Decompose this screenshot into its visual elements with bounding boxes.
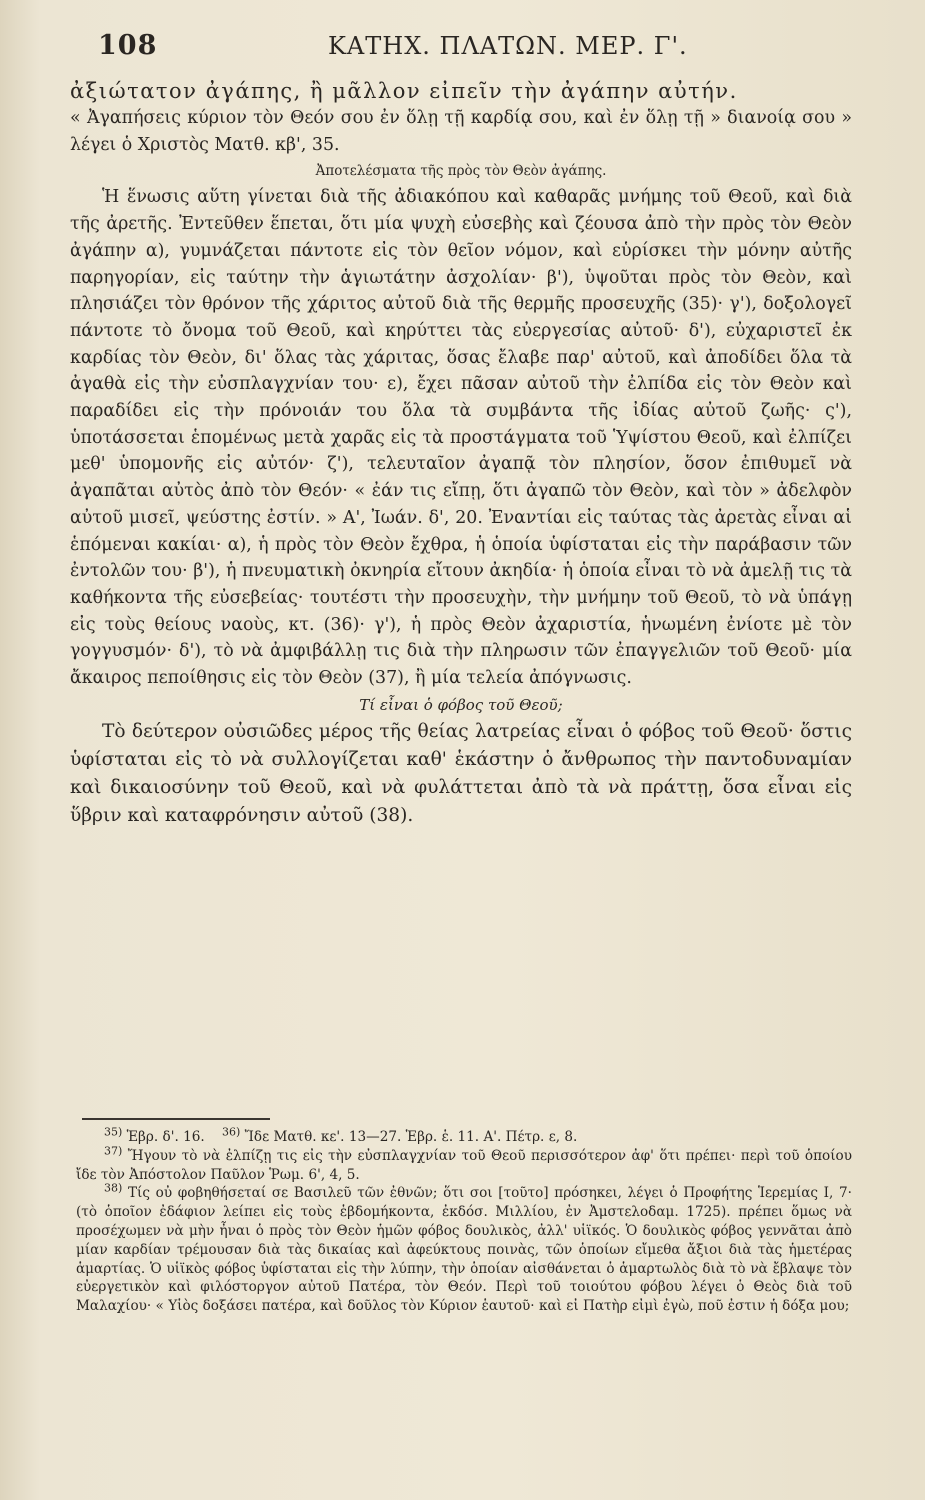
footnotes <box>76 1125 853 1316</box>
main-text <box>70 78 852 830</box>
paragraph-effects-of-love: Ἡ ἕνωσις αὕτη γίνεται διὰ τῆς ἀδιακόπου καὶ καθαρᾶς μνήμης τοῦ Θεοῦ, καὶ διὰ τῆς ἀρετῆς. Ἐντεῦθεν ἕπεται, ὅτι μία ψυχὴ εὐσεβὴς καὶ ζέουσα ἀπὸ τὴν πρὸς τὸν Θεὸν ἀγάπην α), γυμνάζεται πάντοτε εἰς τὸν θεῖον νόμον, καὶ εὑρίσκει τὴν μόνην αὐτῆς παρηγορίαν, εἰς ταύτην τὴν ἁγιωτάτην ἀσχολίαν· β'), ὑψοῦται πρὸς τὸν Θεὸν, καὶ πλησιάζει τὸν θρόνον τῆς χάριτος αὐτοῦ διὰ τῆς θερμῆς προσευχῆς (35)· γ'), δοξολογεῖ πάντοτε τὸ ὄνομα τοῦ Θεοῦ, καὶ κηρύττει τὰς εὐεργεσίας αὐτοῦ· δ'), εὐχαριστεῖ ἐκ καρδίας τὸν Θεὸν, δι' ὅλας τὰς χάριτας, ὅσας ἔλαβε παρ' αὐτοῦ, καὶ ἀποδίδει ὅλα τὰ ἀγαθὰ εἰς τὴν εὐσπλαγχνίαν του· ε), ἔχει πᾶσαν αὐτοῦ τὴν ἐλπίδα εἰς τὸν Θεὸν καὶ παραδίδει εἰς τὴν πρόνοιάν του ὅλα τὰ συμβάντα τῆς ἰδίας αὐτοῦ ζωῆς· ς'), ὑποτάσσεται ἑπομένως μετὰ χαρᾶς εἰς τὰ προστάγματα τοῦ Ὑψίστου Θεοῦ, καὶ ἐλπίζει μεθ' ὑπομονῆς εἰς αὐτόν· ζ'), τελευταῖον ἀγαπᾷ τὸν πλησίον, ὅσον ἐπιθυμεῖ νὰ ἀγαπᾶται αὐτὸς ἀπὸ τὸν Θεόν· « ἐάν τις εἴπῃ, ὅτι ἀγαπῶ τὸν Θεὸν, καὶ τὸν » ἀδελφὸν αὐτοῦ μισεῖ, ψεύστης ἐστίν. » Α', Ἰωάν. δ', 20. Ἐναντίαι εἰς ταύτας τὰς ἀρετὰς εἶναι αἱ ἑπόμεναι κακίαι· α), ἡ πρὸς τὸν Θεὸν ἔχθρα, ἡ ὁποία ὑφίσταται εἰς τὴν παράβασιν τῶν ἐντολῶν του· β'), ἡ πνευματικὴ ὀκνηρία εἴτουν ἀκηδία· ἡ ὁποία εἶναι τὸ νὰ ἀμελῇ τις τὰ καθήκοντα τῆς εὐσεβείας· τουτέστι τὴν προσευχὴν, τὴν μνήμην τοῦ Θεοῦ, τὸ νὰ ὑπάγῃ εἰς τοὺς θείους ναοὺς, κτ. (36)· γ'), ἡ πρὸς Θεὸν ἀχαριστία, ἡνωμένη ἐνίοτε μὲ τὸν γογγυσμόν· δ'), τὸ νὰ ἀμφιβάλλῃ τις διὰ τὴν πληρωσιν τῶν ἐπαγγελιῶν τοῦ Θεοῦ· μία ἄκαιρος πεποίθησις εἰς τὸν Θεὸν (37), ἢ μία τελεία ἀπόγνωσις. <box>70 187 852 689</box>
footnote-38-mark: 38) <box>104 1181 123 1195</box>
paragraph-fear-of-god: Τὸ δεύτερον οὐσιῶδες μέρος τῆς θείας λατρείας εἶναι ὁ φόβος τοῦ Θεοῦ· ὅστις ὑφίσταται εἰς τὸ νὰ συλλογίζεται καθ' ἑκάστην ὁ ἄνθρωπος τὴν παντοδυναμίαν καὶ δικαιοσύνην τοῦ Θεοῦ, καὶ νὰ φυλάττεται ἀπὸ τὰ νὰ πράττῃ, ὅσα εἶναι εἰς ὕβριν καὶ καταφρόνησιν αὐτοῦ (38). <box>70 720 852 826</box>
footnote-35-36 <box>76 1125 852 1147</box>
footnote-37-mark: 37) <box>104 1144 123 1158</box>
footnote-38-text: Τίς οὐ φοβηθήσεταί σε Βασιλεῦ τῶν ἐθνῶν; ὅτι σοι [τοῦτο] πρόσηκει, λέγει ὁ Προφήτης Ἱερεμίας Ι, 7· (τὸ ὁποῖον ἐδάφιον λείπει εἰς τοὺς ἑβδομήκοντα, ἐκδόσ. Μιλλίου, ἐν Ἀμστελοδαμ. 1725). πρέπει ὅμως νὰ προσέχωμεν νὰ μὴν ἦναι ὁ πρὸς τὸν Θεὸν ἡμῶν φόβος δουλικὸς, ἀλλ' υἱϊκός. Ὁ δουλικὸς φόβος γεννᾶται ἀπὸ μίαν καρδίαν τρέμουσαν διὰ τὰς δικαίας καὶ ἀφεύκτους ποινὰς, τῶν ὁποίων εἴμεθα ἄξιοι διὰ τὰς ἡμετέρας ἁμαρτίας. Ὁ υἱϊκὸς φόβος ὑφίσταται εἰς τὴν λύπην, τὴν ὁποίαν αἰσθάνεται ὁ ἁμαρτωλὸς διὰ τὸ νὰ ἔβλαψε τὸν εὐεργετικὸν καὶ φιλόστοργον αὐτοῦ Πατέρα, τὸν Θεόν. Περὶ τοῦ τοιούτου φόβου λέγει ὁ Θεὸς διὰ τοῦ Μαλαχίου· « Υἱὸς δοξάσει πατέρα, καὶ δοῦλος τὸν Κύριον ἑαυτοῦ· καὶ εἰ Πατὴρ εἰμὶ ἐγὼ, ποῦ ἐστιν ἡ δόξα μου; <box>76 1185 853 1315</box>
footnote-37 <box>76 1144 852 1185</box>
page-number: 108 <box>98 30 158 61</box>
opening-line: ἀξιώτατον ἀγάπης, ἢ μᾶλλον εἰπεῖν τὴν ἀγάπην αὐτήν. <box>70 79 738 103</box>
footnote-36-mark: 36) <box>222 1125 241 1139</box>
section-heading-fear-of-god: Τί εἶναι ὁ φόβος τοῦ Θεοῦ; <box>359 695 563 714</box>
section-heading-love-effects: Ἀποτελέσματα τῆς πρὸς τὸν Θεὸν ἀγάπης. <box>315 163 607 180</box>
footnote-37-text: Ἤγουν τὸ νὰ ἐλπίζῃ τις εἰς τὴν εὐσπλαγχνίαν τοῦ Θεοῦ περισσότερον ἀφ' ὅτι πρέπει· περὶ τοῦ ὁποίου ἴδε τὸν Ἀπόστολον Παῦλον Ῥωμ. 6', 4, 5. <box>76 1147 852 1183</box>
running-head: ΚΑΤΗΧ. ΠΛΑΤΩΝ. ΜΕΡ. Γ'. <box>328 32 688 60</box>
scripture-quote: « Ἀγαπήσεις κύριον τὸν Θεόν σου ἐν ὅλῃ τῇ καρδίᾳ σου, καὶ ἐν ὅλῃ τῇ » διανοίᾳ σου » λέγει ὁ Χριστὸς Ματθ. κβ', 35. <box>70 108 852 155</box>
footnote-35-text: Ἑβρ. δ'. 16. <box>126 1129 205 1145</box>
footnote-38 <box>76 1181 853 1316</box>
page-header <box>98 26 850 66</box>
footnote-35-mark: 35) <box>104 1125 123 1139</box>
footnote-36-text: Ἴδε Ματθ. κε'. 13—27. Ἑβρ. ἑ. 11. Α'. Πέτρ. ε, 8. <box>244 1129 578 1145</box>
footnote-rule <box>82 1118 270 1120</box>
